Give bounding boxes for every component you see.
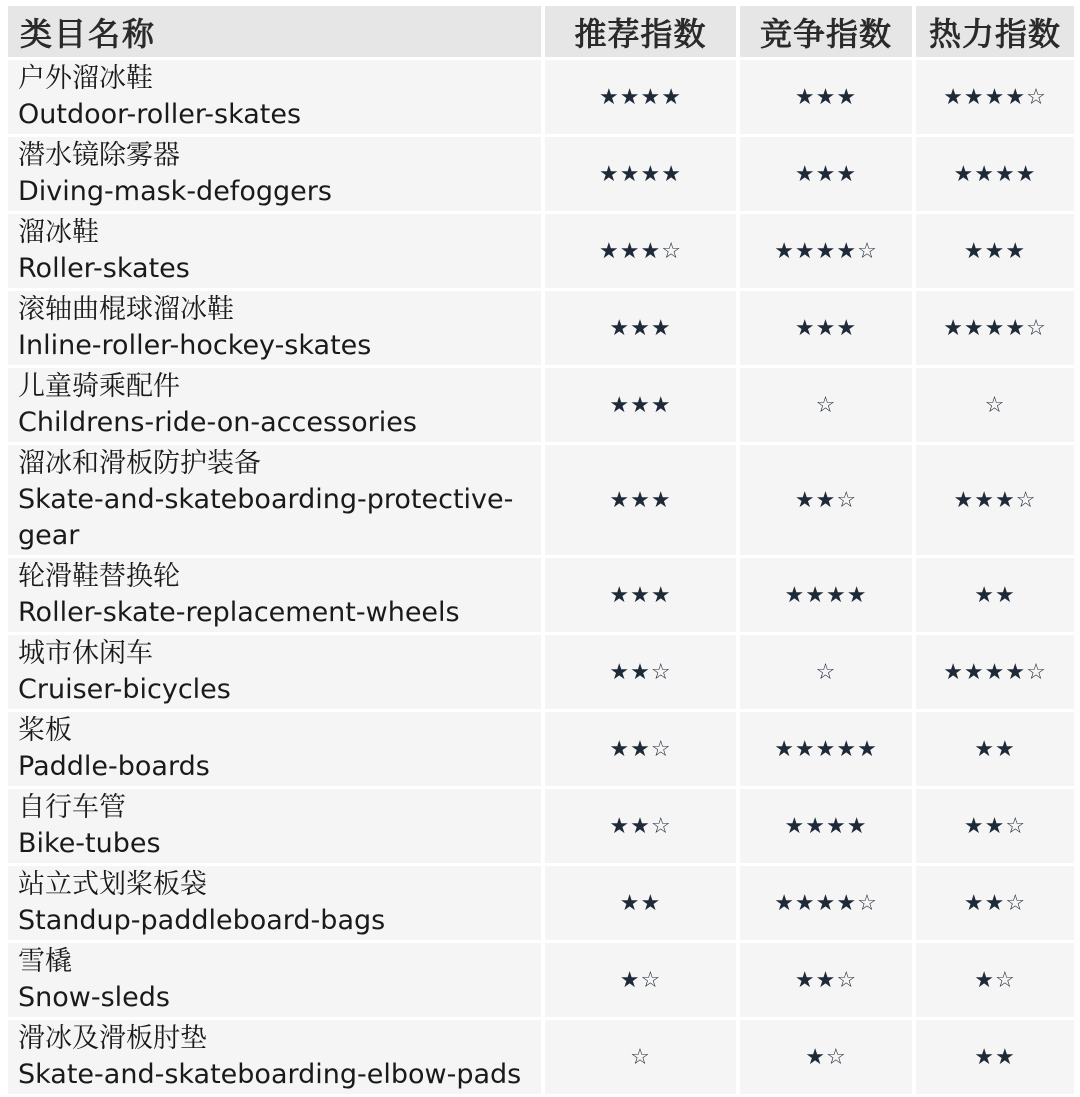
heat-index-rating: ★☆	[916, 943, 1074, 1017]
heat-index-rating: ★★★★	[916, 137, 1074, 211]
recommend-index-rating: ★★★	[545, 445, 736, 555]
heat-index-rating: ★★★★☆	[916, 635, 1074, 709]
table-row	[8, 558, 1074, 632]
category-name-english: Roller-skates	[18, 253, 190, 284]
heat-index-rating: ★★☆	[916, 866, 1074, 940]
category-name-cell	[8, 368, 541, 442]
category-name-cell	[8, 789, 541, 863]
competition-index-rating: ★☆	[740, 1020, 912, 1094]
table-row	[8, 445, 1074, 555]
category-name-english: Outdoor-roller-skates	[18, 99, 302, 130]
category-name-chinese: 城市休闲车	[18, 638, 153, 669]
heat-index-rating: ★★	[916, 712, 1074, 786]
table-row	[8, 943, 1074, 1017]
category-name-english: Skate-and-skateboarding-elbow-pads	[18, 1059, 522, 1090]
category-name-cell	[8, 445, 541, 555]
category-name-english: Standup-paddleboard-bags	[18, 905, 386, 936]
competition-index-rating: ★★★★	[740, 558, 912, 632]
recommend-index-rating: ★★★	[545, 291, 736, 365]
category-name-chinese: 轮滑鞋替换轮	[18, 561, 180, 592]
header-row	[8, 6, 1074, 57]
category-name-chinese: 户外溜冰鞋	[18, 63, 153, 94]
table-body	[8, 60, 1074, 1094]
table-row	[8, 789, 1074, 863]
table-row	[8, 1020, 1074, 1094]
category-name-cell	[8, 635, 541, 709]
table-header	[8, 6, 1074, 57]
table-row	[8, 635, 1074, 709]
category-name-chinese: 潜水镜除雾器	[18, 140, 180, 171]
category-name-english: Diving-mask-defoggers	[18, 176, 332, 207]
category-name-english: Childrens-ride-on-accessories	[18, 407, 417, 438]
category-name-english: Inline-roller-hockey-skates	[18, 330, 372, 361]
category-name-cell	[8, 60, 541, 134]
recommend-index-rating: ★★★★	[545, 60, 736, 134]
category-name-chinese: 溜冰和滑板防护装备	[18, 448, 261, 479]
recommend-index-rating: ★★★★	[545, 137, 736, 211]
category-name-cell	[8, 291, 541, 365]
category-name-english: Skate-and-skateboarding-protective-gear	[18, 484, 514, 551]
table-row	[8, 214, 1074, 288]
recommend-index-rating: ★★	[545, 866, 736, 940]
table-row	[8, 60, 1074, 134]
competition-index-rating: ★★★★★	[740, 712, 912, 786]
header-category-name: 类目名称	[8, 6, 541, 57]
competition-index-rating: ★★☆	[740, 445, 912, 555]
recommend-index-rating: ★☆	[545, 943, 736, 1017]
category-name-chinese: 自行车管	[18, 792, 126, 823]
competition-index-rating: ☆	[740, 368, 912, 442]
heat-index-rating: ★★	[916, 1020, 1074, 1094]
category-name-cell	[8, 1020, 541, 1094]
category-name-chinese: 儿童骑乘配件	[18, 371, 180, 402]
table-row	[8, 368, 1074, 442]
competition-index-rating: ★★☆	[740, 943, 912, 1017]
competition-index-rating: ★★★★☆	[740, 866, 912, 940]
category-name-chinese: 雪橇	[18, 946, 72, 977]
competition-index-rating: ☆	[740, 635, 912, 709]
category-name-english: Cruiser-bicycles	[18, 674, 231, 705]
recommend-index-rating: ★★★	[545, 368, 736, 442]
heat-index-rating: ★★★★☆	[916, 60, 1074, 134]
recommend-index-rating: ★★☆	[545, 789, 736, 863]
recommend-index-rating: ★★★☆	[545, 214, 736, 288]
category-name-cell	[8, 137, 541, 211]
category-name-cell	[8, 712, 541, 786]
competition-index-rating: ★★★★☆	[740, 214, 912, 288]
category-name-chinese: 桨板	[18, 715, 72, 746]
recommend-index-rating: ★★★	[545, 558, 736, 632]
category-name-cell	[8, 866, 541, 940]
recommend-index-rating: ☆	[545, 1020, 736, 1094]
competition-index-rating: ★★★	[740, 60, 912, 134]
competition-index-rating: ★★★★	[740, 789, 912, 863]
heat-index-rating: ★★★	[916, 214, 1074, 288]
category-name-cell	[8, 943, 541, 1017]
heat-index-rating: ★★★★☆	[916, 291, 1074, 365]
category-table	[4, 3, 1078, 1097]
table-row	[8, 291, 1074, 365]
category-name-english: Paddle-boards	[18, 751, 210, 782]
category-name-cell	[8, 558, 541, 632]
category-name-english: Snow-sleds	[18, 982, 170, 1013]
category-name-english: Bike-tubes	[18, 828, 161, 859]
header-heat-index: 热力指数	[916, 6, 1074, 57]
category-name-chinese: 溜冰鞋	[18, 217, 99, 248]
table-row	[8, 137, 1074, 211]
recommend-index-rating: ★★☆	[545, 635, 736, 709]
category-name-chinese: 滚轴曲棍球溜冰鞋	[18, 294, 234, 325]
heat-index-rating: ★★	[916, 558, 1074, 632]
recommend-index-rating: ★★☆	[545, 712, 736, 786]
heat-index-rating: ★★★☆	[916, 445, 1074, 555]
category-name-chinese: 滑冰及滑板肘垫	[18, 1023, 207, 1054]
category-name-cell	[8, 214, 541, 288]
competition-index-rating: ★★★	[740, 137, 912, 211]
header-competition-index: 竞争指数	[740, 6, 912, 57]
table-row	[8, 866, 1074, 940]
heat-index-rating: ☆	[916, 368, 1074, 442]
category-name-chinese: 站立式划桨板袋	[18, 869, 207, 900]
category-name-english: Roller-skate-replacement-wheels	[18, 597, 460, 628]
table-row	[8, 712, 1074, 786]
header-recommend-index: 推荐指数	[545, 6, 736, 57]
competition-index-rating: ★★★	[740, 291, 912, 365]
heat-index-rating: ★★☆	[916, 789, 1074, 863]
